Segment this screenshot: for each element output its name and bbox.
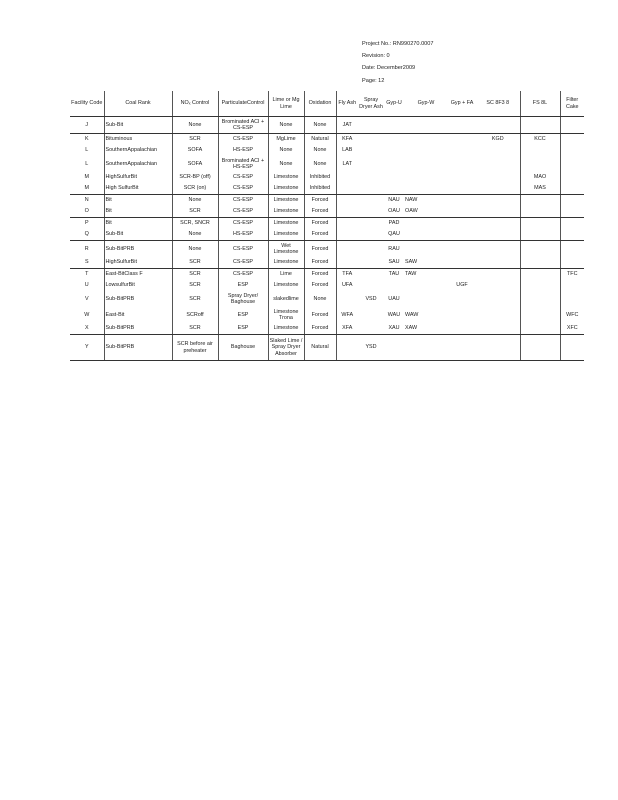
cell-gyp-fa <box>448 241 476 258</box>
cell-fly-ash: WFA <box>341 311 354 318</box>
cell-facility-code: S <box>70 257 104 269</box>
cell-oxidation: None <box>304 291 336 307</box>
header-sc: SC 8F3 8 <box>476 91 520 117</box>
cell-gyp-fa <box>448 307 476 323</box>
cell-gyp-u: WAU <box>387 311 401 318</box>
cell-fsl <box>520 117 560 134</box>
cell-fly-ash <box>336 218 358 230</box>
cell-fsl <box>520 195 560 207</box>
cell-fsl <box>520 257 560 269</box>
cell-fly-ash <box>336 291 358 307</box>
cell-fly-ash: LAB <box>342 147 353 154</box>
cell-spray-dryer-ash <box>358 117 384 134</box>
cell-lime: Limestone <box>268 172 304 183</box>
cell-gyp-u <box>384 335 404 361</box>
cell-gyp-w: TAW <box>405 271 417 278</box>
cell-coal-rank: Sub-BitPRB <box>104 291 172 307</box>
cell-nox-control: SCR <box>172 206 218 218</box>
cell-coal-rank: SouthernAppalachian <box>104 156 172 172</box>
cell-facility-code: T <box>70 269 104 281</box>
cell-coal-rank: SouthernAppalachian <box>104 145 172 156</box>
header-lime: Lime or Mg Lime <box>268 91 304 117</box>
cell-coal-rank: Sub-Bit <box>104 117 172 134</box>
cell-nox-control: SCR <box>172 257 218 269</box>
cell-oxidation: Inhibited <box>304 172 336 183</box>
table-row <box>70 117 584 134</box>
cell-sc <box>476 291 520 307</box>
cell-gyp-w: OAW <box>404 206 448 218</box>
table-row <box>70 172 584 183</box>
cell-facility-code: L <box>70 145 104 156</box>
table-row <box>70 257 584 269</box>
cell-oxidation: Forced <box>304 280 336 291</box>
table-row <box>70 229 584 241</box>
cell-coal-rank: East-Bit <box>104 307 172 323</box>
cell-gyp-w <box>404 134 448 146</box>
cell-lime: Limestone <box>268 280 304 291</box>
cell-nox-control: SCR, SNCR <box>172 218 218 230</box>
cell-particulate-control: CS-ESP <box>218 172 268 183</box>
cell-nox-control: SCR <box>172 269 218 281</box>
cell-facility-code: Q <box>70 229 104 241</box>
cell-filter-cake: WFC <box>566 311 579 318</box>
revision: Revision: 0 <box>362 53 390 60</box>
cell-fly-ash: JAT <box>336 117 358 134</box>
cell-lime: Limestone <box>268 323 304 335</box>
table-row <box>70 335 584 361</box>
cell-sc <box>476 218 520 230</box>
cell-nox-control: SCR <box>172 323 218 335</box>
cell-gyp-w <box>404 291 448 307</box>
header-gyp-fa: Gyp + FA <box>448 91 476 117</box>
cell-spray-dryer-ash <box>358 206 384 218</box>
cell-particulate-control: CS-ESP <box>218 134 268 146</box>
cell-oxidation: Natural <box>304 335 336 361</box>
cell-fsl <box>520 218 560 230</box>
cell-facility-code: V <box>70 291 104 307</box>
cell-coal-rank: Sub-BitPRB <box>104 323 172 335</box>
cell-spray-dryer-ash <box>358 323 384 335</box>
cell-gyp-fa <box>448 134 476 146</box>
cell-facility-code: W <box>70 307 104 323</box>
table-row <box>70 206 584 218</box>
cell-coal-rank: East-BitClass F <box>104 269 172 281</box>
cell-particulate-control: CS-ESP <box>218 195 268 207</box>
cell-oxidation: Natural <box>304 134 336 146</box>
cell-gyp-fa <box>448 172 476 183</box>
cell-filter-cake <box>560 229 584 241</box>
table-row <box>70 183 584 195</box>
cell-fly-ash: XFA <box>336 323 358 335</box>
cell-spray-dryer-ash: YSD <box>358 335 384 361</box>
cell-coal-rank: Bit <box>104 206 172 218</box>
cell-fsl <box>520 291 560 307</box>
cell-coal-rank: Sub-Bit <box>104 229 172 241</box>
cell-lime: None <box>268 156 304 172</box>
cell-oxidation: Forced <box>304 269 336 281</box>
cell-nox-control: SCR <box>172 280 218 291</box>
cell-particulate-control: ESP <box>218 280 268 291</box>
cell-gyp-w: XAW <box>404 323 448 335</box>
cell-gyp-fa <box>448 117 476 134</box>
header-facility-code: Facility Code <box>70 91 104 117</box>
cell-filter-cake <box>560 145 584 156</box>
cell-lime: Limestone <box>268 206 304 218</box>
cell-fly-ash: LAT <box>342 160 352 167</box>
cell-fsl <box>520 156 560 172</box>
cell-filter-cake <box>560 280 584 291</box>
cell-spray-dryer-ash <box>358 269 384 281</box>
cell-facility-code: L <box>70 156 104 172</box>
cell-sc <box>476 117 520 134</box>
cell-sc: KGD <box>476 134 520 146</box>
cell-oxidation: Forced <box>304 307 336 323</box>
cell-filter-cake <box>560 335 584 361</box>
cell-fly-ash: UFA <box>342 282 353 289</box>
cell-lime: Limestone <box>268 183 304 195</box>
cell-nox-control: None <box>172 117 218 134</box>
cell-fly-ash <box>336 172 358 183</box>
cell-fsl <box>520 280 560 291</box>
cell-lime: Limestone <box>268 257 304 269</box>
cell-particulate-control: HS-ESP <box>218 145 268 156</box>
cell-fly-ash <box>336 195 358 207</box>
table-row <box>70 241 584 258</box>
cell-oxidation: None <box>304 117 336 134</box>
cell-coal-rank: Bituminous <box>104 134 172 146</box>
cell-filter-cake <box>560 183 584 195</box>
cell-lime: Lime <box>268 269 304 281</box>
cell-gyp-u <box>384 172 404 183</box>
cell-gyp-w <box>404 145 448 156</box>
cell-nox-control: None <box>172 195 218 207</box>
cell-fsl <box>520 145 560 156</box>
cell-gyp-fa <box>448 206 476 218</box>
document-date: Date: December2009 <box>362 65 416 72</box>
cell-gyp-w: WAW <box>405 311 419 318</box>
header-gyp-u: Gyp-U <box>384 91 404 117</box>
cell-lime: slakedlime <box>268 291 304 307</box>
cell-fly-ash <box>336 257 358 269</box>
cell-facility-code: P <box>70 218 104 230</box>
cell-particulate-control: ESP <box>218 323 268 335</box>
cell-particulate-control: Baghouse <box>218 335 268 361</box>
cell-lime: Limestone <box>268 229 304 241</box>
cell-sc <box>476 323 520 335</box>
cell-fly-ash: KFA <box>342 136 353 143</box>
cell-gyp-u <box>384 156 404 172</box>
cell-nox-control: SCR-BP (off) <box>172 172 218 183</box>
cell-gyp-fa: UGF <box>456 282 468 289</box>
cell-gyp-fa <box>448 145 476 156</box>
cell-gyp-w <box>404 335 448 361</box>
cell-lime: MgLime <box>268 134 304 146</box>
cell-filter-cake <box>560 206 584 218</box>
cell-sc <box>476 241 520 258</box>
cell-gyp-fa <box>448 156 476 172</box>
table-row <box>70 134 584 146</box>
table-row <box>70 291 584 307</box>
cell-spray-dryer-ash <box>358 280 384 291</box>
cell-gyp-u <box>384 183 404 195</box>
cell-gyp-fa <box>448 218 476 230</box>
cell-coal-rank: Sub-BitPRB <box>104 335 172 361</box>
cell-oxidation: Forced <box>304 218 336 230</box>
cell-sc <box>476 335 520 361</box>
cell-oxidation: Forced <box>304 206 336 218</box>
cell-gyp-u: SAU <box>384 257 404 269</box>
cell-gyp-u <box>384 134 404 146</box>
cell-particulate-control: CS-ESP <box>218 183 268 195</box>
cell-particulate-control: CS-ESP <box>218 257 268 269</box>
cell-facility-code: U <box>70 280 104 291</box>
cell-gyp-u: NAU <box>388 197 400 204</box>
table-row <box>70 323 584 335</box>
cell-filter-cake <box>560 117 584 134</box>
cell-spray-dryer-ash <box>358 229 384 241</box>
cell-gyp-u <box>384 117 404 134</box>
cell-gyp-w: SAW <box>404 257 448 269</box>
cell-fsl <box>520 241 560 258</box>
cell-gyp-fa <box>448 323 476 335</box>
cell-fsl <box>520 229 560 241</box>
page-number: Page: 12 <box>362 77 385 84</box>
cell-gyp-u: UAU <box>388 295 400 302</box>
cell-fly-ash <box>336 335 358 361</box>
cell-coal-rank: Bit <box>104 218 172 230</box>
cell-lime: Limestone Trona <box>268 307 304 323</box>
cell-gyp-w <box>404 241 448 258</box>
cell-gyp-u: PAD <box>388 220 400 227</box>
cell-sc <box>476 172 520 183</box>
cell-particulate-control: CS-ESP <box>218 269 268 281</box>
cell-gyp-u: RAU <box>388 245 400 252</box>
cell-spray-dryer-ash <box>358 257 384 269</box>
cell-spray-dryer-ash <box>358 218 384 230</box>
cell-gyp-u <box>384 145 404 156</box>
cell-facility-code: Y <box>70 335 104 361</box>
cell-sc <box>476 195 520 207</box>
cell-gyp-fa <box>448 257 476 269</box>
cell-lime: Limestone <box>268 195 304 207</box>
cell-gyp-w <box>404 156 448 172</box>
cell-facility-code: K <box>70 134 104 146</box>
cell-nox-control: SCRoff <box>172 307 218 323</box>
cell-fly-ash: TFA <box>342 271 353 278</box>
cell-fsl: KCC <box>520 134 560 146</box>
cell-filter-cake <box>560 218 584 230</box>
header-nox-control: NOₓ Control <box>172 91 218 117</box>
cell-gyp-u <box>384 280 404 291</box>
cell-nox-control: SOFA <box>172 156 218 172</box>
cell-sc <box>476 206 520 218</box>
cell-fsl <box>520 323 560 335</box>
cell-lime: Limestone <box>268 218 304 230</box>
cell-facility-code: M <box>70 183 104 195</box>
facility-table <box>70 91 584 361</box>
table-row <box>70 280 584 291</box>
cell-sc <box>476 156 520 172</box>
cell-lime: None <box>268 145 304 156</box>
cell-facility-code: M <box>70 172 104 183</box>
cell-fly-ash <box>336 229 358 241</box>
table-row <box>70 307 584 323</box>
table-row <box>70 195 584 207</box>
cell-sc <box>476 145 520 156</box>
cell-filter-cake <box>560 291 584 307</box>
cell-sc <box>476 229 520 241</box>
cell-nox-control: None <box>172 229 218 241</box>
cell-coal-rank: Sub-BitPRB <box>104 241 172 258</box>
cell-facility-code: J <box>70 117 104 134</box>
cell-gyp-w <box>404 183 448 195</box>
cell-oxidation: Forced <box>304 229 336 241</box>
project-number: Project No.: RN990270.0007 <box>362 41 434 47</box>
cell-fly-ash <box>336 241 358 258</box>
cell-filter-cake <box>560 134 584 146</box>
cell-spray-dryer-ash <box>358 145 384 156</box>
cell-spray-dryer-ash <box>358 241 384 258</box>
cell-gyp-fa <box>448 291 476 307</box>
cell-gyp-w <box>404 218 448 230</box>
cell-nox-control: SCR before air preheater <box>172 335 218 361</box>
cell-gyp-fa <box>448 269 476 281</box>
cell-fsl <box>520 206 560 218</box>
cell-gyp-u: TAU <box>388 271 400 278</box>
cell-oxidation: Forced <box>304 241 336 258</box>
cell-spray-dryer-ash <box>358 134 384 146</box>
cell-spray-dryer-ash <box>358 183 384 195</box>
cell-fly-ash <box>336 206 358 218</box>
cell-sc <box>476 269 520 281</box>
cell-gyp-fa <box>448 195 476 207</box>
cell-facility-code: N <box>70 195 104 207</box>
cell-spray-dryer-ash <box>358 307 384 323</box>
table-body <box>70 117 584 361</box>
cell-oxidation: Forced <box>304 195 336 207</box>
table-row <box>70 269 584 281</box>
cell-fsl: MAS <box>520 183 560 195</box>
cell-gyp-fa <box>448 229 476 241</box>
cell-nox-control: SCR <box>172 134 218 146</box>
cell-gyp-fa <box>448 183 476 195</box>
cell-particulate-control: HS-ESP <box>218 229 268 241</box>
cell-facility-code: O <box>70 206 104 218</box>
cell-facility-code: X <box>70 323 104 335</box>
header-fsl: FS 8L <box>520 91 560 117</box>
cell-filter-cake: XFC <box>560 323 584 335</box>
cell-gyp-u: QAU <box>384 229 404 241</box>
cell-oxidation: None <box>304 145 336 156</box>
cell-filter-cake <box>560 195 584 207</box>
cell-nox-control: SCR (on) <box>172 183 218 195</box>
cell-coal-rank: HighSulfurBit <box>104 172 172 183</box>
cell-fsl <box>520 307 560 323</box>
cell-filter-cake <box>560 156 584 172</box>
table-row <box>70 218 584 230</box>
cell-oxidation: Forced <box>304 323 336 335</box>
cell-nox-control: None <box>172 241 218 258</box>
cell-coal-rank: HighSulfurBit <box>104 257 172 269</box>
cell-oxidation: None <box>304 156 336 172</box>
cell-particulate-control: CS-ESP <box>218 241 268 258</box>
cell-gyp-w <box>404 172 448 183</box>
cell-coal-rank: High SulfurBit <box>104 183 172 195</box>
cell-filter-cake <box>560 257 584 269</box>
cell-nox-control: SOFA <box>172 145 218 156</box>
cell-sc <box>476 257 520 269</box>
header-oxidation: Oxidation <box>304 91 336 117</box>
header-fly-ash: Fly Ash <box>336 91 358 117</box>
cell-particulate-control: ESP <box>218 307 268 323</box>
cell-gyp-w <box>404 229 448 241</box>
cell-particulate-control: CS-ESP <box>218 206 268 218</box>
cell-oxidation: Forced <box>304 257 336 269</box>
cell-fly-ash <box>336 183 358 195</box>
cell-lime: Slaked Lime / Spray Dryer Absorber <box>268 335 304 361</box>
cell-gyp-u: XAU <box>384 323 404 335</box>
cell-particulate-control: Spray Dryer/ Baghouse <box>218 291 268 307</box>
cell-fsl <box>520 335 560 361</box>
document-header <box>362 38 434 87</box>
cell-lime: None <box>268 117 304 134</box>
cell-filter-cake <box>560 172 584 183</box>
header-gyp-w: Gyp-W <box>404 91 448 117</box>
cell-fsl <box>520 269 560 281</box>
cell-fsl: MAO <box>520 172 560 183</box>
cell-gyp-u: OAU <box>384 206 404 218</box>
cell-particulate-control: Brominated ACI + CS-ESP <box>218 117 268 134</box>
table-row <box>70 156 584 172</box>
cell-coal-rank: Bit <box>104 195 172 207</box>
cell-filter-cake <box>560 241 584 258</box>
cell-sc <box>476 280 520 291</box>
cell-oxidation: Inhibited <box>304 183 336 195</box>
cell-particulate-control: CS-ESP <box>218 218 268 230</box>
header-particulate-control: ParticulateControl <box>218 91 268 117</box>
cell-coal-rank: LowsulfurBit <box>104 280 172 291</box>
cell-gyp-w <box>404 280 448 291</box>
header-filter-cake: Filter Cake <box>560 91 584 117</box>
cell-spray-dryer-ash <box>358 156 384 172</box>
cell-facility-code: R <box>70 241 104 258</box>
cell-nox-control: SCR <box>172 291 218 307</box>
cell-spray-dryer-ash: VSD <box>365 295 377 302</box>
header-coal-rank: Coal Rank <box>104 91 172 117</box>
cell-lime: Wet Limestone <box>268 241 304 258</box>
cell-particulate-control: Brominated ACI + HS-ESP <box>218 156 268 172</box>
cell-gyp-w: NAW <box>405 197 418 204</box>
table-row <box>70 145 584 156</box>
cell-spray-dryer-ash <box>358 195 384 207</box>
cell-sc <box>476 183 520 195</box>
cell-gyp-fa <box>448 335 476 361</box>
cell-spray-dryer-ash <box>358 172 384 183</box>
cell-filter-cake: TFC <box>567 271 578 278</box>
cell-gyp-w <box>404 117 448 134</box>
header-spray-dryer-ash: Spray Dryer Ash <box>358 91 384 117</box>
cell-sc <box>476 307 520 323</box>
